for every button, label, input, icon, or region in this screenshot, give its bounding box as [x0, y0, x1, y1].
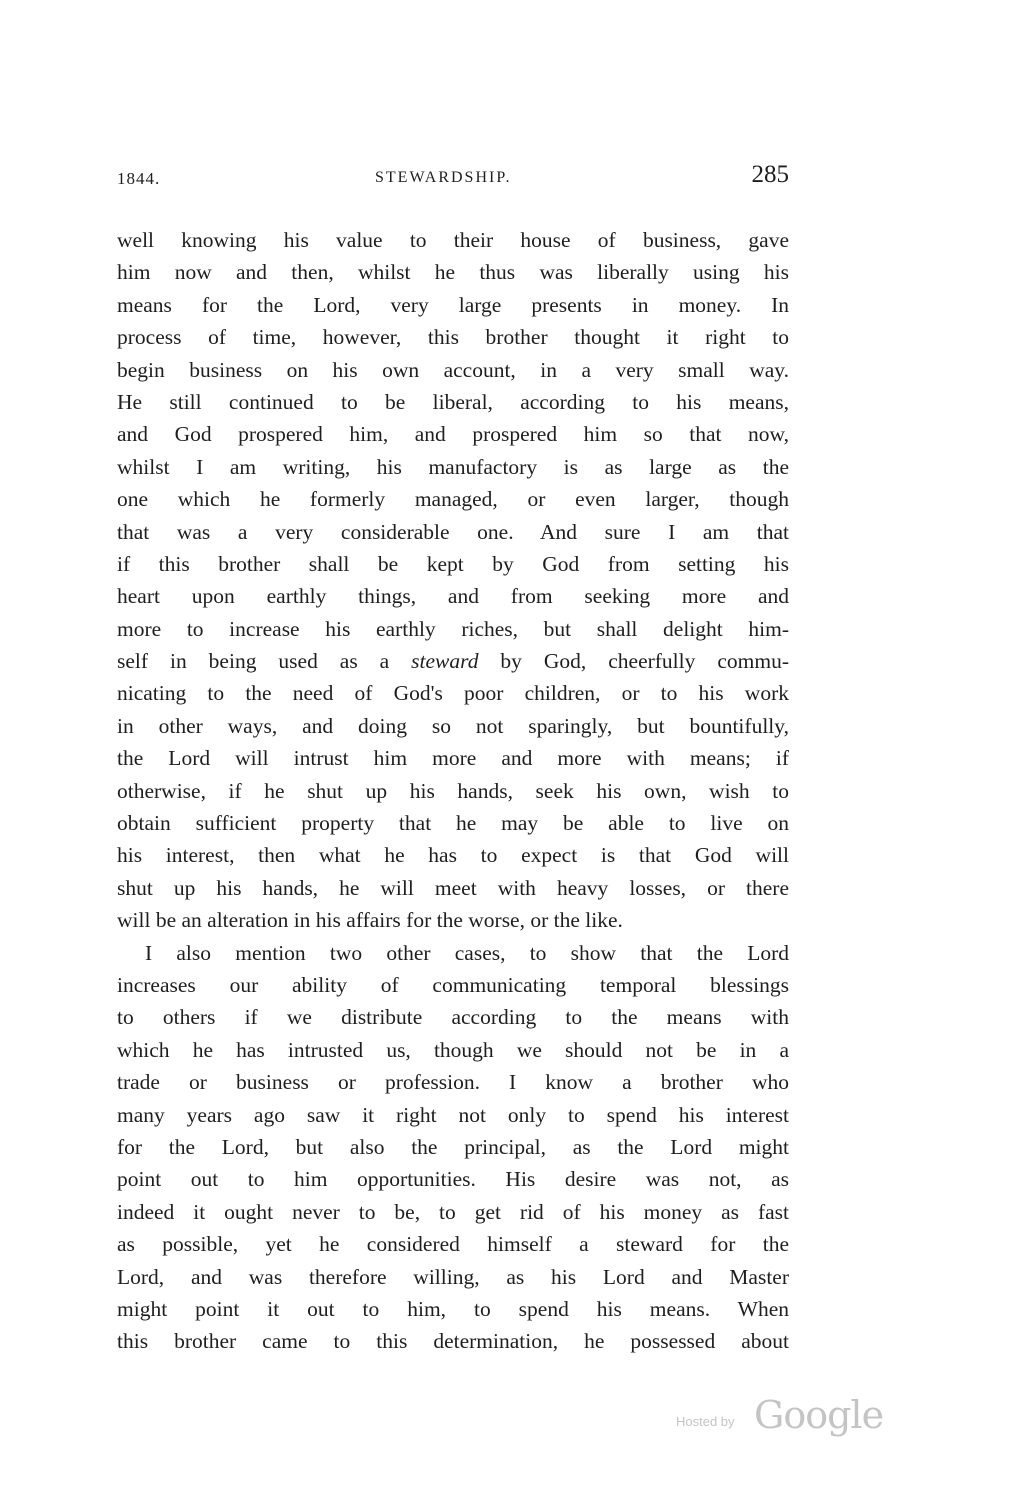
running-head-title: STEWARDSHIP.: [375, 169, 512, 186]
running-head-year: 1844.: [117, 169, 161, 188]
text-line: will be an alteration in his affairs for the worse, or the like.: [117, 908, 623, 933]
text-line: that was a very considerable one. And sure I am that: [117, 519, 789, 544]
text-line: shut up his hands, he will meet with heavy losses, or there: [117, 875, 789, 900]
text-line: this brother came to this determination, he possessed about: [117, 1329, 789, 1354]
text-line: whilst I am writing, his manufactory is as large as the: [117, 454, 789, 479]
text-line: might point it out to him, to spend his means. When: [117, 1296, 789, 1321]
text-segment: by God, cheerfully commu-: [478, 649, 789, 674]
text-line: Lord, and was therefore willing, as his Lord and Master: [117, 1264, 789, 1289]
text-line: trade or business or profession. I know a brother who: [117, 1070, 789, 1095]
text-line: his interest, then what he has to expect is that God will: [117, 843, 789, 868]
text-line: He still continued to be liberal, according to his means,: [117, 389, 789, 414]
emphasized-word: steward: [411, 649, 479, 674]
text-line: [117, 645, 789, 677]
text-line: the Lord will intrust him more and more with means; if: [117, 746, 789, 771]
text-line: begin business on his own account, in a very small way.: [117, 357, 789, 382]
text-line: for the Lord, but also the principal, as the Lord might: [117, 1134, 789, 1159]
text-line: and God prospered him, and prospered him so that now,: [117, 422, 789, 447]
page-number: 285: [751, 161, 789, 188]
text-line: in other ways, and doing so not sparingly, but bountifully,: [117, 713, 789, 738]
text-line: as possible, yet he considered himself a steward for the: [117, 1232, 789, 1257]
text-line: him now and then, whilst he thus was liberally using his: [117, 260, 789, 285]
text-line: to others if we distribute according to the means with: [117, 1005, 789, 1030]
text-line: obtain sufficient property that he may be able to live on: [117, 811, 789, 836]
text-line: nicating to the need of God's poor children, or to his work: [117, 681, 789, 706]
running-head: [117, 161, 789, 197]
watermark-prefix: Hosted by: [676, 1414, 735, 1429]
text-line: otherwise, if he shut up his hands, seek his own, wish to: [117, 778, 789, 803]
text-line: point out to him opportunities. His desire was not, as: [117, 1167, 789, 1192]
text-line: one which he formerly managed, or even larger, though: [117, 487, 789, 512]
text-line: more to increase his earthly riches, but shall delight him-: [117, 616, 789, 641]
text-line: many years ago saw it right not only to spend his interest: [117, 1102, 789, 1127]
text-line: indeed it ought never to be, to get rid of his money as fast: [117, 1199, 789, 1224]
text-line: process of time, however, this brother thought it right to: [117, 325, 789, 350]
hosted-by-watermark: [676, 1393, 886, 1443]
text-segment: self in being used as a: [117, 649, 412, 674]
text-line: if this brother shall be kept by God from setting his: [117, 551, 789, 576]
text-line: well knowing his value to their house of business, gave: [117, 228, 789, 252]
body-text: [117, 224, 789, 1358]
text-line: means for the Lord, very large presents in money. In: [117, 292, 789, 317]
text-line: increases our ability of communicating temporal blessings: [117, 972, 789, 997]
text-line: heart upon earthly things, and from seeking more and: [117, 584, 789, 609]
google-logo: Google: [754, 1393, 884, 1437]
text-line: I also mention two other cases, to show that the Lord: [145, 940, 789, 965]
text-line: which he has intrusted us, though we should not be in a: [117, 1037, 789, 1062]
